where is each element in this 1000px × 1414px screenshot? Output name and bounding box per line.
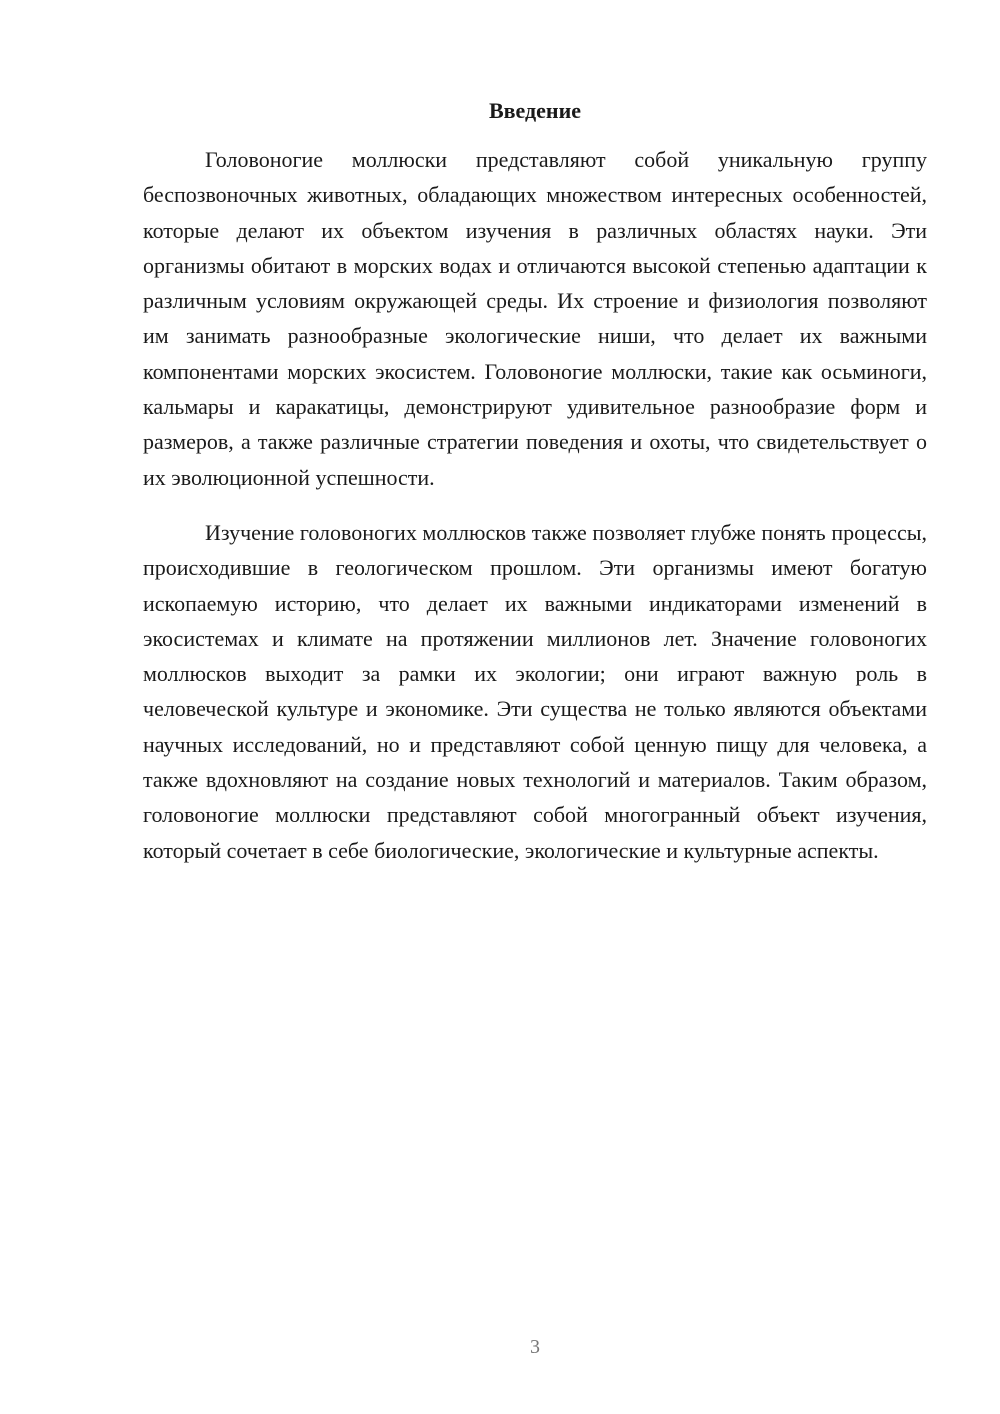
page-number: 3: [530, 1336, 540, 1358]
body-text: [143, 142, 927, 868]
paragraph-1: Головоногие моллюски представляют собой уникальную группу беспозвоночных животных, обладающих множеством интересных особенностей, которые делают их объектом изучения в различных областях науки. Эти организмы обитают в морских водах и отличаются высокой степенью адаптации к различным условиям окружающей среды. Их строение и физиология позволяют им занимать разнообразные экологические ниши, что делает их важными компонентами морских экосистем. Головоногие моллюски, такие как осьминоги, кальмары и каракатицы, демонстрируют удивительное разнообразие форм и размеров, а также различные стратегии поведения и охоты, что свидетельствует о их эволюционной успешности.: [143, 147, 927, 490]
section-heading: Введение: [488, 98, 582, 123]
paragraph-2: Изучение головоногих моллюсков также позволяет глубже понять процессы, происходившие в геологическом прошлом. Эти организмы имеют богатую ископаемую историю, что делает их важными индикаторами изменений в экосистемах и климате на протяжении миллионов лет. Значение головоногих моллюсков выходит за рамки их экологии; они играют важную роль в человеческой культуре и экономике. Эти существа не только являются объектами научных исследований, но и представляют собой ценную пищу для человека, а также вдохновляют на создание новых технологий и материалов. Таким образом, головоногие моллюски представляют собой многогранный объект изучения, который сочетает в себе биологические, экологические и культурные аспекты.: [143, 519, 927, 863]
